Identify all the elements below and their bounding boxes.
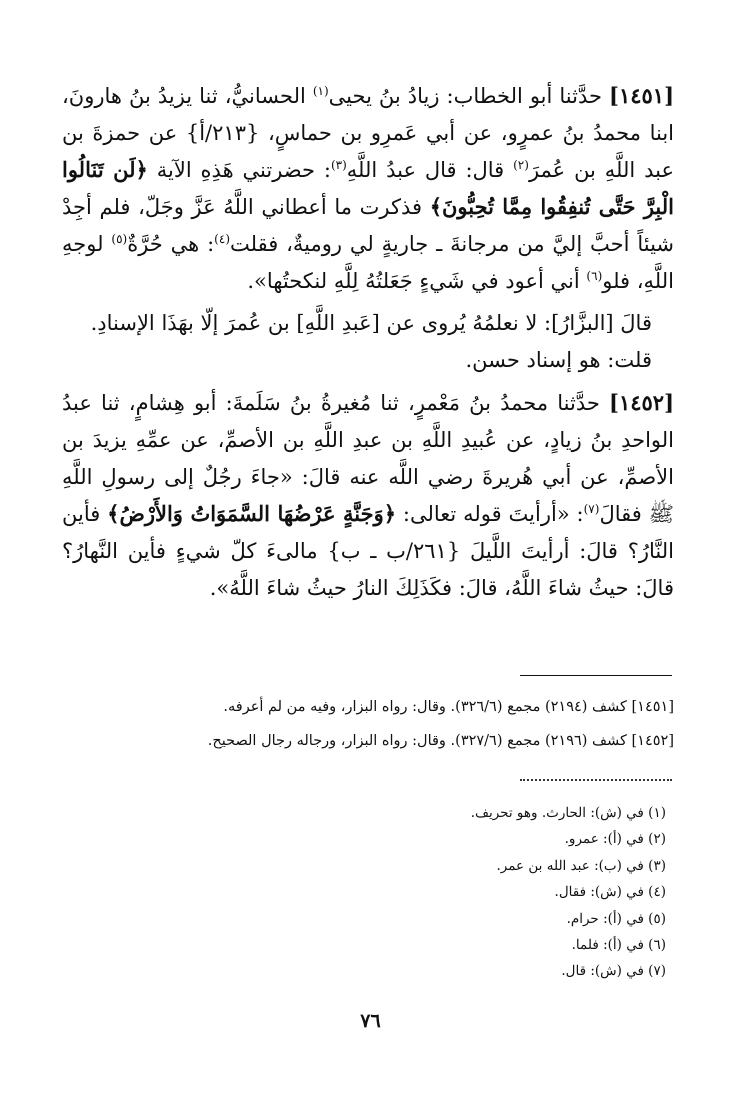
takhrij-line: [١٤٥١] كشف (٢١٩٤) مجمع (٣٢٦/٦). وقال: رواه البزار، وفيه من لم أعرفه. bbox=[223, 699, 674, 715]
hadith-text: أني أعود في شَيءٍ جَعَلتُهُ لِلَّهِ لنكحتُها». bbox=[247, 268, 580, 293]
main-text bbox=[62, 78, 674, 607]
footnote-ref[interactable]: (٣) bbox=[330, 157, 347, 172]
quran-verse: ﴿لَن تَنَالُوا الْبِرَّ حَتَّى تُنفِقُوا مِمَّا تُحِبُّونَ﴾ bbox=[62, 156, 674, 219]
footnote-ref[interactable]: (٤) bbox=[214, 231, 230, 246]
footnote-ref[interactable]: (٧) bbox=[583, 501, 600, 516]
hadith-number: [١٤٥٢] bbox=[609, 390, 674, 416]
footnote: (٢) في (أ): عمرو. bbox=[564, 831, 666, 848]
hadith-1452 bbox=[62, 385, 674, 606]
takhrij-section bbox=[62, 690, 674, 758]
hadith-number: [١٤٥١] bbox=[609, 83, 674, 108]
hadith-text: فذكرت ما أعطاني اللَّهُ عَزَّ وجَلّ، فلم أجِدْ شيئاً أحبَّ إليَّ من مرجانةَ ـ جاريةٍ لي روميةٌ، فقلت bbox=[62, 194, 674, 256]
hadith-text: : حضرتني هَذِهِ الآية bbox=[156, 157, 331, 182]
separator-line bbox=[520, 675, 672, 676]
page-number: ٧٦ bbox=[360, 1010, 381, 1032]
dotted-separator bbox=[520, 779, 672, 781]
hadith-text: حدَّثنا محمدُ بنُ مَعْمرٍ، ثنا مُغيرةُ بنُ سَلَمةَ: أبو هِشامٍ، ثنا عبدُ الواحدِ بنُ زيادٍ، عن عُبيدِ اللَّهِ بن عبدِ اللَّهِ بن الأصمِّ، عن عمِّهِ يزيدَ بن الأصمِّ، عن أبي هُريرةَ رضي اللَّه عنه قالَ: «جاءَ رجُلٌ إلى رسولِ اللَّهِ ﷺ فقالَ bbox=[62, 391, 674, 526]
hadith-text: فأين النَّارُ؟ قالَ: أرأيتَ اللَّيلَ {٢٦١/ب ـ ب} مالىءَ كلّ شيءٍ فأين النَّهارُ؟ قالَ: حيثُ شاءَ اللَّهُ، قالَ: فكَذَلِكَ النارُ حيثُ شاءَ اللَّهُ». bbox=[62, 501, 674, 600]
footnote: (٣) في (ب): عبد الله بن عمر. bbox=[496, 857, 666, 874]
takhrij-line: [١٤٥٢] كشف (٢١٩٦) مجمع (٣٢٧/٦). وقال: رواه البزار، ورجاله رجال الصحيح. bbox=[207, 733, 674, 749]
footnote-ref[interactable]: (٦) bbox=[586, 268, 603, 283]
hadith-text: الحسانيُّ، ثنا يزيدُ بنُ هارونَ، ابنا محمدُ بنُ عمرٍو، عن أبي عَمرِو بن حماسٍ، {٢١٣/أ} عن حمزةَ بن عبد اللَّهِ بن عُمرَ bbox=[62, 84, 674, 182]
footnote: (٤) في (ش): فقال. bbox=[554, 884, 666, 901]
footnote: (٥) في (أ): حرام. bbox=[566, 910, 666, 927]
footnote-ref[interactable]: (٥) bbox=[111, 231, 128, 246]
hadith-text: : «أرأيتَ قوله تعالى: bbox=[402, 501, 584, 526]
hadith-text: قال: قال عبدُ اللَّهِ bbox=[346, 157, 505, 182]
footnote-ref[interactable]: (١) bbox=[312, 84, 329, 98]
editor-grading: قلت: هو إسناد حسن. bbox=[465, 348, 652, 373]
footnote-ref[interactable]: (٢) bbox=[513, 157, 529, 172]
bazzar-comment: قالَ [البزَّارُ]: لا نعلمُهُ يُروى عن [عَبدِ اللَّهِ] بن عُمرَ إلّا بهَذَا الإسنادِ. bbox=[90, 311, 652, 336]
footnote: (١) في (ش): الحارث. وهو تحريف. bbox=[470, 805, 666, 821]
footnote: (٦) في (أ): فلما. bbox=[571, 937, 666, 954]
hadith-text: لوجهِ اللَّهِ، فلو bbox=[62, 231, 674, 293]
hadith-1451 bbox=[62, 78, 674, 299]
quran-verse: ﴿وَجَنَّةٍ عَرْضُهَا السَّمَوَاتُ وَالأَرْضُ﴾ bbox=[107, 500, 397, 526]
hadith-text: : هي حُرَّةٌ bbox=[127, 231, 215, 256]
hadith-text: حدَّثنا أبو الخطاب: زيادُ بنُ يحيى bbox=[328, 84, 602, 108]
footnotes-section bbox=[62, 800, 674, 985]
footnote: (٧) في (ش): قال. bbox=[561, 963, 666, 980]
